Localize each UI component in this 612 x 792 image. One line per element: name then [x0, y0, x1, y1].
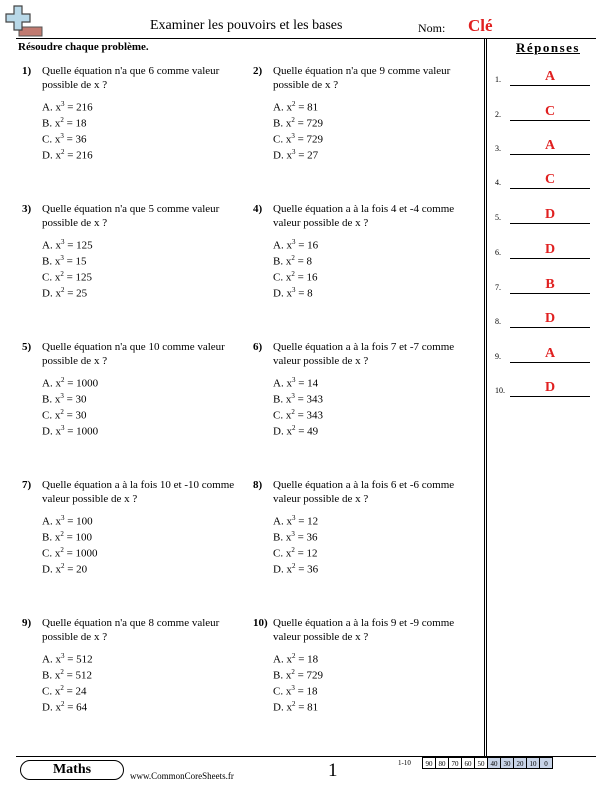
- option-value: = 15: [63, 255, 87, 268]
- answer-line: [510, 154, 590, 155]
- options-list: [273, 510, 318, 574]
- option-label: C. x: [42, 547, 61, 560]
- option-exponent: 3: [60, 254, 64, 262]
- answer-line: [510, 85, 590, 86]
- option-exponent: 2: [60, 408, 64, 416]
- option-exponent: 2: [291, 562, 296, 570]
- answer-row: [495, 343, 605, 363]
- option-label: B. x: [42, 393, 61, 406]
- option: [42, 234, 93, 250]
- option: [273, 420, 323, 436]
- answer-number: 6.: [495, 248, 501, 257]
- option-exponent: 3: [291, 530, 295, 538]
- option-label: C. x: [42, 271, 61, 284]
- option-value: = 81: [295, 701, 319, 714]
- option-value: = 36: [63, 133, 87, 146]
- option-value: = 27: [295, 149, 319, 162]
- option: [273, 128, 323, 144]
- option-exponent: 2: [60, 546, 64, 554]
- answer-line: [510, 188, 590, 189]
- option-exponent: 2: [60, 530, 64, 538]
- option: [42, 96, 93, 112]
- option-exponent: 3: [291, 132, 295, 140]
- option-exponent: 2: [291, 408, 295, 416]
- option: [273, 542, 318, 558]
- option-value: = 100: [64, 515, 93, 528]
- option: [42, 404, 98, 420]
- score-cell: 20: [513, 757, 527, 769]
- answer-letter: D: [544, 242, 556, 257]
- question-number: 1): [22, 65, 32, 77]
- option-value: = 125: [64, 239, 93, 252]
- score-cell: 10: [526, 757, 540, 769]
- option-label: C. x: [273, 133, 292, 146]
- subject-badge: Maths: [20, 760, 124, 780]
- option-exponent: 2: [60, 376, 65, 384]
- option-exponent: 2: [60, 684, 64, 692]
- score-cell: 90: [422, 757, 436, 769]
- option-value: = 24: [63, 685, 87, 698]
- option: [273, 388, 323, 404]
- option-exponent: 2: [291, 270, 295, 278]
- question-text: Quelle équation a à la fois 10 et -10 comme valeur possible de x ?: [42, 479, 235, 505]
- option-value: = 1000: [64, 377, 99, 390]
- option-exponent: 3: [291, 286, 296, 294]
- question-text: Quelle équation n'a que 8 comme valeur possible de x ?: [42, 617, 220, 643]
- options-list: [273, 372, 323, 436]
- option-label: C. x: [42, 409, 61, 422]
- option-label: B. x: [273, 255, 292, 268]
- options-list: [42, 510, 98, 574]
- score-cell: 50: [474, 757, 488, 769]
- option-value: = 18: [295, 653, 319, 666]
- option-exponent: 2: [291, 700, 296, 708]
- option-exponent: 2: [60, 286, 65, 294]
- option: [42, 266, 93, 282]
- option-label: D. x: [42, 563, 61, 576]
- option-value: = 18: [63, 117, 87, 130]
- option-exponent: 3: [291, 376, 296, 384]
- option-exponent: 3: [60, 514, 65, 522]
- options-list: [42, 372, 98, 436]
- option: [273, 234, 318, 250]
- option: [42, 250, 93, 266]
- options-list: [42, 96, 93, 160]
- option-exponent: 2: [60, 668, 64, 676]
- score-cell: 80: [435, 757, 449, 769]
- option: [273, 96, 323, 112]
- option-label: B. x: [273, 669, 292, 682]
- score-cell: 60: [461, 757, 475, 769]
- question-text: Quelle équation a à la fois 7 et -7 comme valeur possible de x ?: [273, 341, 455, 367]
- option-exponent: 3: [60, 238, 65, 246]
- score-cell: 0: [539, 757, 553, 769]
- option-label: D. x: [42, 149, 61, 162]
- option: [42, 420, 98, 436]
- answer-letter: C: [544, 104, 556, 119]
- option-label: B. x: [273, 531, 292, 544]
- options-list: [273, 96, 323, 160]
- option: [42, 112, 93, 128]
- option-label: B. x: [42, 531, 61, 544]
- answer-line: [510, 223, 590, 224]
- option: [273, 526, 318, 542]
- question-number: 9): [22, 617, 32, 629]
- option: [273, 144, 323, 160]
- option-label: A. x: [42, 239, 61, 252]
- question-number: 4): [253, 203, 263, 215]
- answer-letter: A: [544, 138, 556, 153]
- option: [42, 648, 93, 664]
- option-exponent: 3: [291, 238, 296, 246]
- answer-line: [510, 258, 590, 259]
- answers-title: Réponses: [515, 40, 580, 55]
- option: [42, 526, 98, 542]
- answer-letter: B: [545, 277, 555, 292]
- options-list: [273, 648, 323, 712]
- column-divider: [484, 38, 487, 756]
- option-exponent: 2: [291, 424, 296, 432]
- option-value: = 16: [294, 271, 318, 284]
- answer-row: [495, 377, 605, 397]
- option-label: A. x: [273, 653, 292, 666]
- option-label: D. x: [273, 149, 292, 162]
- score-range-label: 1-10: [398, 759, 411, 767]
- option: [42, 144, 93, 160]
- site-url: www.CommonCoreSheets.fr: [130, 771, 234, 781]
- option-label: A. x: [42, 101, 61, 114]
- answer-row: [495, 101, 605, 121]
- option: [273, 250, 318, 266]
- option-value: = 8: [295, 287, 313, 300]
- option-value: = 100: [63, 531, 93, 544]
- option-label: D. x: [273, 425, 292, 438]
- option: [42, 680, 93, 696]
- option: [42, 388, 98, 404]
- option-value: = 36: [295, 563, 319, 576]
- score-cell: 30: [500, 757, 514, 769]
- question-number: 3): [22, 203, 32, 215]
- option-label: B. x: [273, 117, 292, 130]
- options-list: [42, 234, 93, 298]
- option-exponent: 3: [291, 148, 296, 156]
- option-exponent: 3: [60, 652, 65, 660]
- option-value: = 512: [64, 653, 93, 666]
- answer-row: [495, 169, 605, 189]
- option-value: = 1000: [63, 547, 98, 560]
- option-exponent: 3: [60, 392, 64, 400]
- score-cell: 40: [487, 757, 501, 769]
- option: [42, 696, 93, 712]
- option: [273, 696, 323, 712]
- question-number: 7): [22, 479, 32, 491]
- option-value: = 216: [64, 149, 93, 162]
- option-label: A. x: [42, 515, 61, 528]
- answer-line: [510, 293, 590, 294]
- option-exponent: 3: [60, 424, 65, 432]
- option: [273, 664, 323, 680]
- option: [42, 664, 93, 680]
- option-label: D. x: [273, 563, 292, 576]
- answer-letter: D: [544, 380, 556, 395]
- question-text: Quelle équation a à la fois 6 et -6 comme valeur possible de x ?: [273, 479, 455, 505]
- question-text: Quelle équation a à la fois 4 et -4 comme valeur possible de x ?: [273, 203, 455, 229]
- option-value: = 12: [294, 547, 318, 560]
- plus-logo-icon: [4, 4, 44, 38]
- option: [273, 372, 323, 388]
- answer-row: [495, 239, 605, 259]
- answer-letter: D: [544, 311, 556, 326]
- option-exponent: 3: [60, 100, 65, 108]
- option-exponent: 2: [291, 668, 295, 676]
- option-exponent: 2: [291, 116, 295, 124]
- option: [42, 558, 98, 574]
- option: [273, 404, 323, 420]
- options-list: [42, 648, 93, 712]
- option: [273, 112, 323, 128]
- option-value: = 729: [294, 669, 324, 682]
- answer-row: [495, 66, 605, 86]
- option-label: A. x: [42, 377, 61, 390]
- option-exponent: 2: [60, 700, 65, 708]
- option: [42, 128, 93, 144]
- option-label: B. x: [42, 669, 61, 682]
- option-label: D. x: [42, 287, 61, 300]
- answer-line: [510, 362, 590, 363]
- option-value: = 30: [63, 409, 87, 422]
- answer-letter: D: [544, 207, 556, 222]
- option-value: = 343: [294, 409, 324, 422]
- option-value: = 1000: [64, 425, 99, 438]
- option: [273, 510, 318, 526]
- answer-line: [510, 120, 590, 121]
- option-value: = 14: [295, 377, 319, 390]
- answer-number: 5.: [495, 213, 501, 222]
- answer-line: [510, 396, 590, 397]
- option-exponent: 2: [291, 100, 296, 108]
- option-value: = 125: [63, 271, 93, 284]
- answer-row: [495, 274, 605, 294]
- option-exponent: 3: [291, 684, 295, 692]
- option-value: = 49: [295, 425, 319, 438]
- option-label: B. x: [273, 393, 292, 406]
- option: [42, 372, 98, 388]
- option-label: B. x: [42, 117, 61, 130]
- option: [42, 542, 98, 558]
- answer-number: 10.: [495, 386, 505, 395]
- page-title: Examiner les pouvoirs et les bases: [150, 18, 343, 33]
- option-label: C. x: [273, 409, 292, 422]
- option-exponent: 2: [60, 148, 65, 156]
- score-cell: 70: [448, 757, 462, 769]
- option-value: = 30: [63, 393, 87, 406]
- option-exponent: 2: [60, 270, 64, 278]
- option-label: C. x: [42, 685, 61, 698]
- option-label: A. x: [273, 515, 292, 528]
- score-table: [423, 757, 553, 769]
- option-value: = 20: [64, 563, 88, 576]
- option-label: C. x: [42, 133, 61, 146]
- option-label: D. x: [273, 287, 292, 300]
- option: [42, 510, 98, 526]
- option: [273, 558, 318, 574]
- question-number: 10): [253, 617, 268, 629]
- option: [273, 680, 323, 696]
- option-label: A. x: [42, 653, 61, 666]
- instructions: Résoudre chaque problème.: [18, 41, 149, 53]
- question-text: Quelle équation n'a que 9 comme valeur possible de x ?: [273, 65, 451, 91]
- question-number: 2): [253, 65, 263, 77]
- option-label: D. x: [273, 701, 292, 714]
- header-divider: [16, 38, 596, 39]
- option-label: B. x: [42, 255, 61, 268]
- options-list: [273, 234, 318, 298]
- option: [42, 282, 93, 298]
- option-exponent: 2: [291, 652, 296, 660]
- option-label: C. x: [273, 547, 292, 560]
- answer-letter: A: [544, 69, 556, 84]
- option-exponent: 3: [60, 132, 64, 140]
- answer-line: [510, 327, 590, 328]
- answer-number: 4.: [495, 178, 501, 187]
- answer-letter: A: [544, 346, 556, 361]
- option-value: = 16: [295, 239, 319, 252]
- option-label: A. x: [273, 377, 292, 390]
- answer-letter: C: [544, 172, 556, 187]
- answer-row: [495, 135, 605, 155]
- name-value: Clé: [468, 16, 493, 35]
- option-label: A. x: [273, 101, 292, 114]
- option-value: = 343: [294, 393, 324, 406]
- option-value: = 25: [64, 287, 88, 300]
- option: [273, 648, 323, 664]
- option-exponent: 2: [60, 116, 64, 124]
- option-exponent: 3: [291, 392, 295, 400]
- name-label: Nom:: [418, 21, 446, 35]
- option-value: = 729: [294, 133, 324, 146]
- answer-number: 9.: [495, 352, 501, 361]
- answer-number: 8.: [495, 317, 501, 326]
- answer-number: 1.: [495, 75, 501, 84]
- option-value: = 36: [294, 531, 318, 544]
- question-number: 8): [253, 479, 263, 491]
- question-text: Quelle équation n'a que 5 comme valeur possible de x ?: [42, 203, 220, 229]
- option-value: = 81: [295, 101, 319, 114]
- option-value: = 216: [64, 101, 93, 114]
- option-value: = 512: [63, 669, 93, 682]
- option-label: D. x: [42, 701, 61, 714]
- option-value: = 18: [294, 685, 318, 698]
- option-value: = 12: [295, 515, 319, 528]
- answer-row: [495, 308, 605, 328]
- answer-row: [495, 204, 605, 224]
- option-value: = 8: [294, 255, 313, 268]
- question-number: 6): [253, 341, 263, 353]
- option-exponent: 2: [291, 546, 295, 554]
- page-number: 1: [328, 760, 338, 781]
- question-text: Quelle équation n'a que 6 comme valeur possible de x ?: [42, 65, 220, 91]
- answer-number: 3.: [495, 144, 501, 153]
- option-exponent: 3: [291, 514, 296, 522]
- option: [273, 266, 318, 282]
- question-text: Quelle équation n'a que 10 comme valeur possible de x ?: [42, 341, 225, 367]
- question-number: 5): [22, 341, 32, 353]
- option-value: = 64: [64, 701, 88, 714]
- option-label: C. x: [273, 685, 292, 698]
- question-text: Quelle équation a à la fois 9 et -9 comme valeur possible de x ?: [273, 617, 455, 643]
- option-label: A. x: [273, 239, 292, 252]
- option-exponent: 2: [60, 562, 65, 570]
- option-label: D. x: [42, 425, 61, 438]
- answer-number: 7.: [495, 283, 501, 292]
- option-value: = 729: [294, 117, 324, 130]
- option-label: C. x: [273, 271, 292, 284]
- answer-number: 2.: [495, 110, 501, 119]
- option-exponent: 2: [291, 254, 295, 262]
- option: [273, 282, 318, 298]
